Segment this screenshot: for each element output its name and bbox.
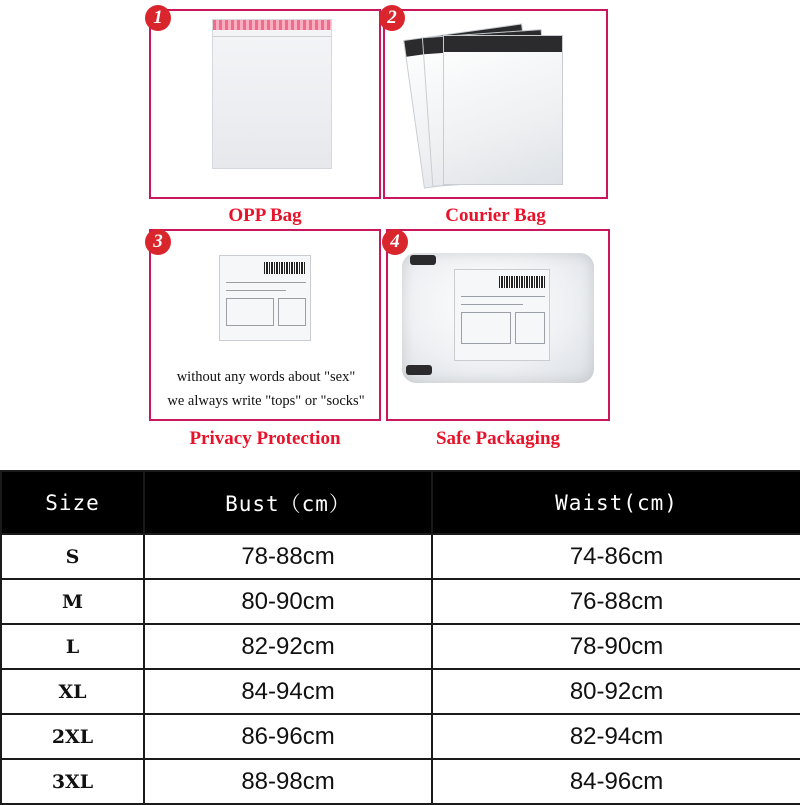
panel-caption-courier-bag: Courier Bag bbox=[445, 205, 546, 226]
waist-cell: 78-90cm bbox=[432, 624, 800, 669]
bust-cell: 78-88cm bbox=[144, 534, 432, 579]
size-cell: XL bbox=[1, 669, 144, 714]
waist-cell: 74-86cm bbox=[432, 534, 800, 579]
size-cell: S bbox=[1, 534, 144, 579]
column-header-size: Size bbox=[1, 471, 144, 534]
bag-seam bbox=[213, 36, 331, 37]
panel-caption-safe-packaging: Safe Packaging bbox=[435, 428, 561, 449]
table-row bbox=[1, 579, 800, 624]
waist-cell: 80-92cm bbox=[432, 669, 800, 714]
courier-bag-image bbox=[443, 35, 563, 185]
bust-cell: 82-92cm bbox=[144, 624, 432, 669]
panel-caption-opp-bag: OPP Bag bbox=[228, 205, 302, 226]
privacy-note-line: without any words about "sex" bbox=[176, 369, 356, 385]
table-header-row bbox=[1, 471, 800, 534]
column-header-bust: Bust（cm） bbox=[144, 471, 432, 534]
safe-packaging-panel bbox=[386, 229, 610, 421]
shipping-label-image bbox=[219, 255, 311, 341]
barcode bbox=[499, 276, 545, 288]
barcode bbox=[264, 262, 306, 274]
panel-caption-privacy-protection: Privacy Protection bbox=[189, 428, 341, 449]
waist-cell: 76-88cm bbox=[432, 579, 800, 624]
privacy-protection-panel bbox=[149, 229, 381, 421]
bust-cell: 84-94cm bbox=[144, 669, 432, 714]
bust-cell: 88-98cm bbox=[144, 759, 432, 804]
privacy-note-line: we always write "tops" or "socks" bbox=[167, 393, 365, 409]
size-chart-table bbox=[0, 470, 800, 805]
courier-bag-panel bbox=[383, 9, 608, 199]
shipping-label-image bbox=[454, 269, 550, 361]
panel-number-badge: 4 bbox=[382, 229, 408, 255]
panel-number-badge: 2 bbox=[379, 5, 405, 31]
table-row bbox=[1, 714, 800, 759]
adhesive-strip bbox=[213, 20, 331, 30]
size-cell: L bbox=[1, 624, 144, 669]
opp-bag-image bbox=[212, 19, 332, 169]
waist-cell: 84-96cm bbox=[432, 759, 800, 804]
panel-number-badge: 1 bbox=[145, 5, 171, 31]
size-cell: M bbox=[1, 579, 144, 624]
packaged-parcel-image bbox=[402, 253, 594, 383]
bust-cell: 80-90cm bbox=[144, 579, 432, 624]
size-cell: 3XL bbox=[1, 759, 144, 804]
size-cell: 2XL bbox=[1, 714, 144, 759]
opp-bag-panel bbox=[149, 9, 381, 199]
column-header-waist: Waist(cm) bbox=[432, 471, 800, 534]
table-row bbox=[1, 669, 800, 714]
bust-cell: 86-96cm bbox=[144, 714, 432, 759]
table-row bbox=[1, 759, 800, 804]
table-row bbox=[1, 534, 800, 579]
table-row bbox=[1, 624, 800, 669]
waist-cell: 82-94cm bbox=[432, 714, 800, 759]
panel-number-badge: 3 bbox=[145, 229, 171, 255]
